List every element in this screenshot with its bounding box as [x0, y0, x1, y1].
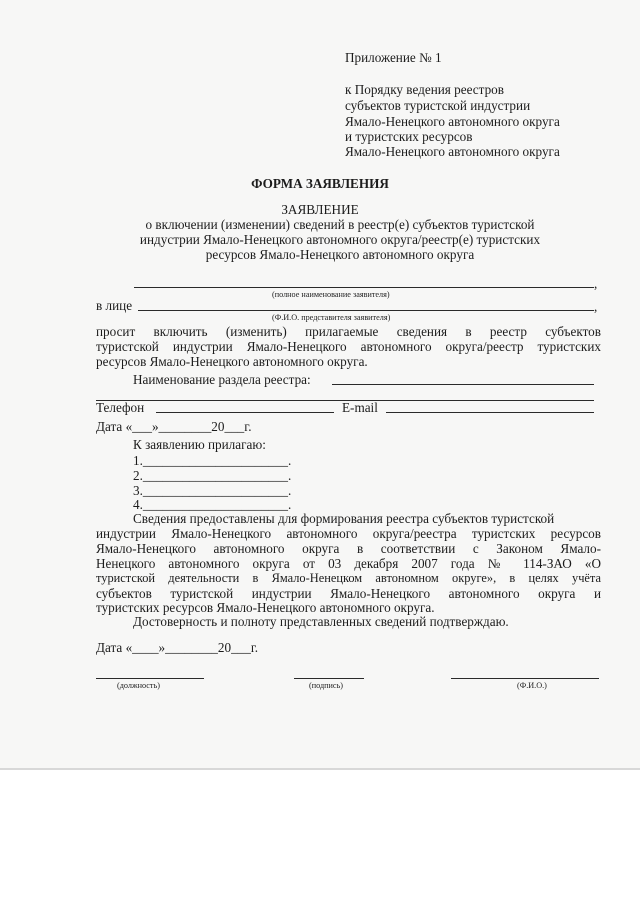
confirmation-text: Достоверность и полноту представленных сведений подтверждаю. [133, 614, 509, 629]
info-line-7: туристских ресурсов Ямало-Ненецкого автономного округа. [96, 600, 435, 615]
appendix-number: Приложение № 1 [345, 50, 442, 65]
signature-caption: (подпись) [309, 681, 343, 690]
appendix-line-5: Ямало-Ненецкого автономного округа [345, 144, 560, 159]
statement-subtitle-1: о включении (изменении) сведений в реестр(е) субъектов туристской [145, 217, 535, 232]
position-line[interactable] [96, 678, 204, 679]
page-edge [0, 768, 640, 770]
appendix-line-1: к Порядку ведения реестров [345, 82, 504, 97]
section-name-line[interactable] [332, 384, 594, 385]
request-line-3: ресурсов Ямало-Ненецкого автономного округа. [96, 354, 368, 369]
position-caption: (должность) [117, 681, 160, 690]
request-line-2: туристской индустрии Ямало-Ненецкого автономного округа/реестр туристских [96, 339, 601, 354]
date-1: Дата «___»________20___г. [96, 419, 252, 434]
representative-comma: , [594, 299, 598, 314]
fio-line[interactable] [451, 678, 599, 679]
representative-caption: (Ф.И.О. представителя заявителя) [272, 313, 391, 322]
email-label: E-mail [342, 400, 378, 415]
info-line-2: индустрии Ямало-Ненецкого автономного округа/реестра туристских ресурсов [96, 526, 601, 541]
phone-label: Телефон [96, 400, 145, 415]
attachment-item-3: 3.______________________. [133, 483, 292, 498]
email-line[interactable] [386, 412, 594, 413]
statement-subtitle-3: ресурсов Ямало-Ненецкого автономного округа [205, 247, 475, 262]
date-2: Дата «____»________20___г. [96, 640, 259, 655]
attachments-label: К заявлению прилагаю: [133, 437, 266, 452]
section-label: Наименование раздела реестра: [133, 372, 311, 387]
statement-title: ЗАЯВЛЕНИЕ [281, 202, 359, 217]
attachment-item-2: 2.______________________. [133, 468, 292, 483]
appendix-line-3: Ямало-Ненецкого автономного округа [345, 114, 560, 129]
info-line-3: Ямало-Ненецкого автономного округа в соответствии с Законом Ямало- [96, 541, 601, 556]
appendix-line-4: и туристских ресурсов [345, 129, 473, 144]
request-line-1: просит включить (изменить) прилагаемые сведения в реестр субъектов [96, 324, 601, 339]
fio-caption: (Ф.И.О.) [517, 681, 547, 690]
appendix-line-2: субъектов туристской индустрии [345, 98, 531, 113]
attachment-item-1: 1.______________________. [133, 453, 292, 468]
info-line-6: субъектов туристской индустрии Ямало-Ненецкого автономного округа и [96, 586, 601, 601]
attachment-item-4: 4.______________________. [133, 497, 292, 512]
statement-subtitle-2: индустрии Ямало-Ненецкого автономного округа/реестр(е) туристских [139, 232, 541, 247]
in-person-label: в лице [96, 298, 133, 313]
info-line-5: туристской деятельности в Ямало-Ненецком автономном округе», в целях учёта [96, 571, 601, 585]
info-line-1: Сведения предоставлены для формирования реестра субъектов туристской [133, 511, 555, 526]
signature-line[interactable] [294, 678, 364, 679]
representative-line[interactable] [138, 310, 594, 311]
applicant-name-line[interactable] [134, 287, 594, 288]
info-line-4: Ненецкого автономного округа от 03 декабря 2007 года № 114-ЗАО «О [96, 556, 601, 571]
form-title: ФОРМА ЗАЯВЛЕНИЯ [251, 176, 389, 191]
applicant-name-caption: (полное наименование заявителя) [272, 290, 390, 299]
applicant-name-comma: , [594, 276, 598, 291]
phone-line[interactable] [156, 412, 334, 413]
